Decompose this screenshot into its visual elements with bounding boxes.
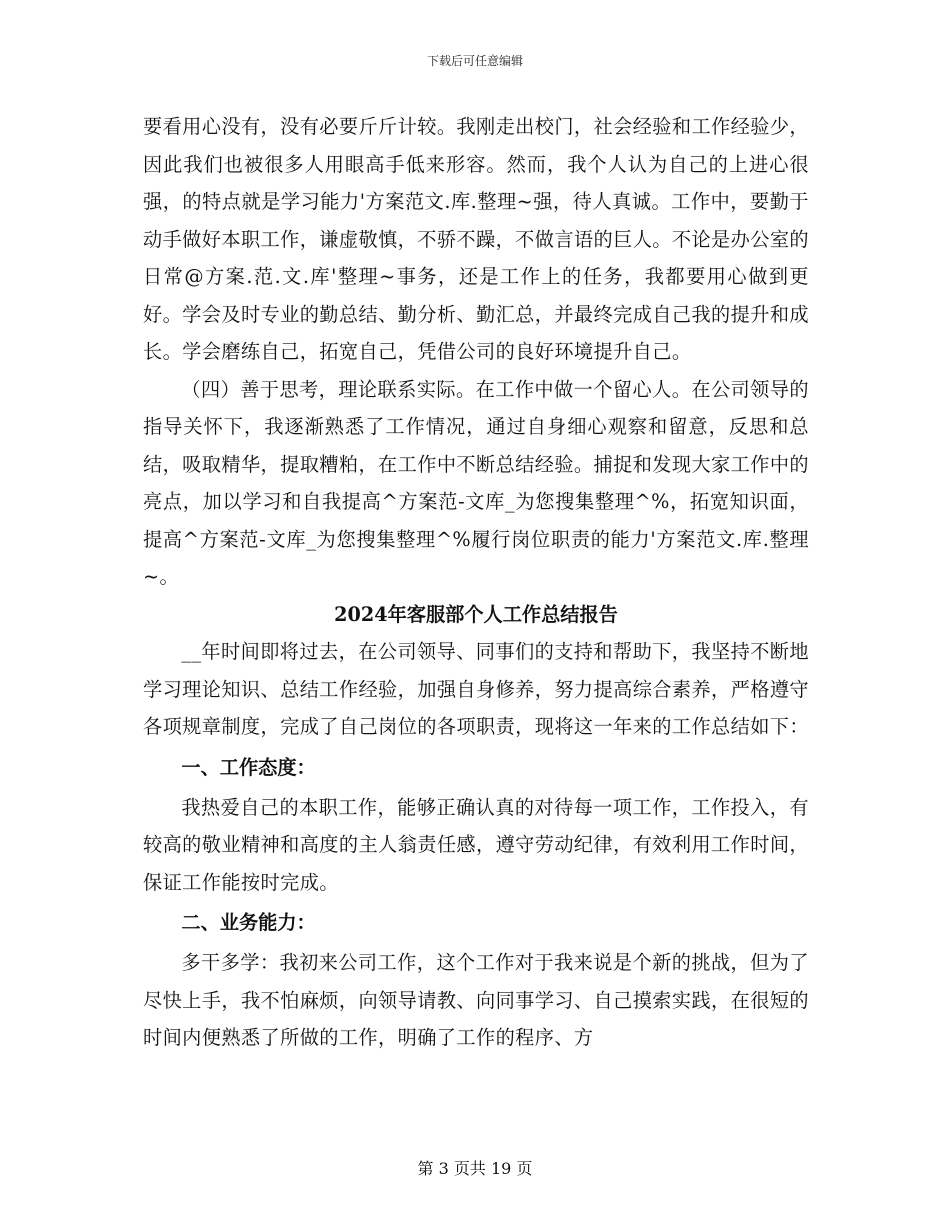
article-title: 2024年客服部个人工作总结报告 [334,602,618,626]
page-number: 第 3 页共 19 页 [417,1159,533,1178]
document-body [143,108,809,1057]
paragraph-attitude: 我热爱自己的本职工作，能够正确认真的对待每一项工作，工作投入，有较高的敬业精神和高度的主人翁责任感，遵守劳动纪律，有效利用工作时间，保证工作能按时完成。 [143,795,809,894]
section-heading-attitude: 一、工作态度： [181,755,316,779]
paragraph-section-four: （四）善于思考，理论联系实际。在工作中做一个留心人。在公司领导的指导关怀下，我逐渐熟悉了工作情况，通过自身细心观察和留意，反思和总结，吸取精华，提取糟粕，在工作中不断总结经验。捕捉和发现大家工作中的亮点，加以学习和自我提高^方案范-文库_为您搜集整理^%，拓宽知识面，提高^方案范-文库_为您搜集整理^%履行岗位职责的能力'方案范文.库.整理~。 [143,377,809,588]
paragraph-continued: 要看用心没有，没有必要斤斤计较。我刚走出校门，社会经验和工作经验少，因此我们也被很多人用眼高手低来形容。然而，我个人认为自己的上进心很强，的特点就是学习能力'方案范文.库.整理~强，待人真诚。工作中，要勤于动手做好本职工作，谦虚敬慎，不骄不躁，不做言语的巨人。不论是办公室的日常@方案.范.文.库'整理~事务，还是工作上的任务，我都要用心做到更好。学会及时专业的勤总结、勤分析、勤汇总，并最终完成自己我的提升和成长。学会磨练自己，拓宽自己，凭借公司的良好环境提升自己。 [143,115,809,363]
page-header: 下载后可任意编辑 [426,54,523,68]
section-heading-ability: 二、业务能力： [181,911,316,934]
paragraph-ability: 多干多学：我初来公司工作，这个工作对于我来说是个新的挑战，但为了尽快上手，我不怕麻烦，向领导请教、向同事学习、自己摸索实践，在很短的时间内便熟悉了所做的工作，明确了工作的程序、方 [143,951,809,1049]
paragraph-intro: __年时间即将过去，在公司领导、同事们的支持和帮助下，我坚持不断地学习理论知识、总结工作经验，加强自身修养，努力提高综合素养，严格遵守各项规章制度，完成了自己岗位的各项职责，现将这一年来的工作总结如下： [143,640,809,738]
